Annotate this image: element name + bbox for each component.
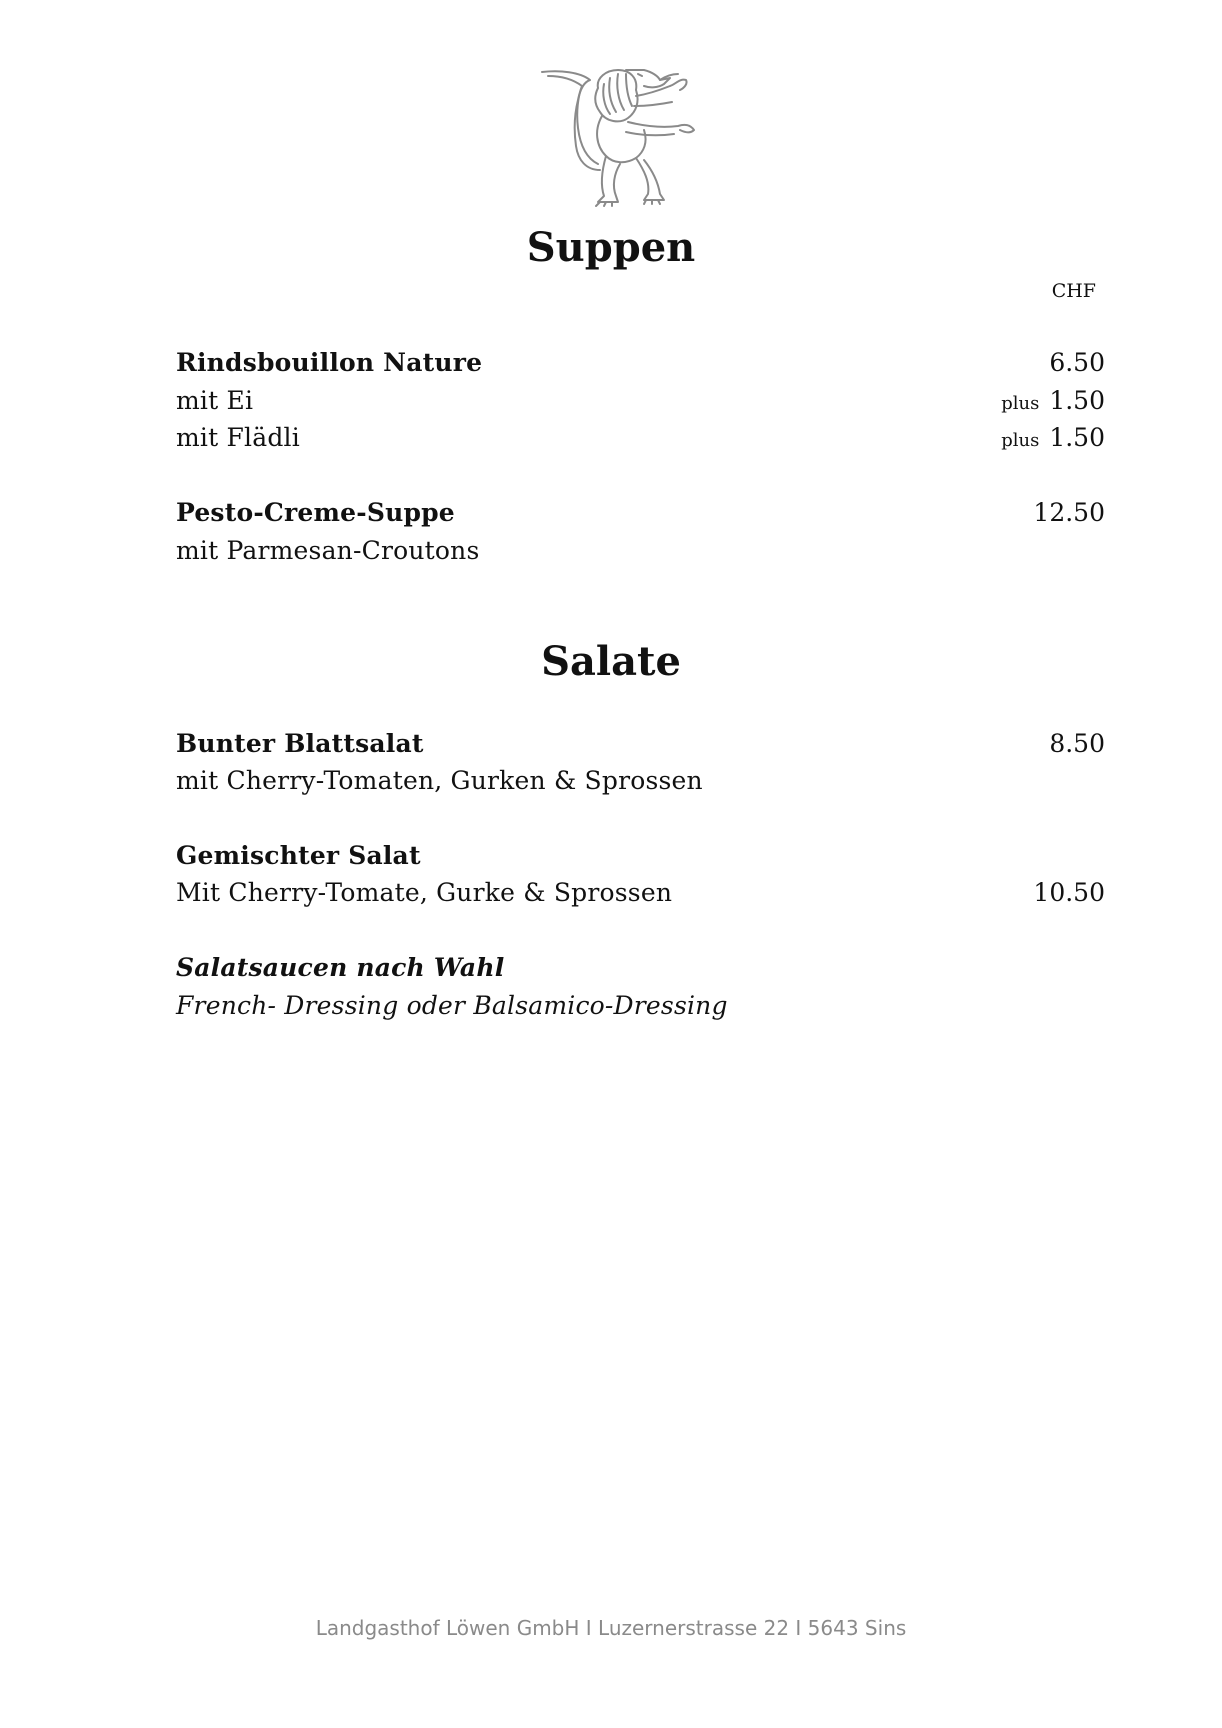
item-price: 10.50 <box>1033 878 1105 907</box>
rampant-lion-icon <box>540 66 720 220</box>
option-price-value: 1.50 <box>1049 423 1105 452</box>
option-price <box>1001 423 1105 452</box>
option-price-value: 1.50 <box>1049 386 1105 415</box>
item-price: 12.50 <box>1033 498 1105 527</box>
plus-prefix: plus <box>1001 393 1040 414</box>
item-name: Pesto-Creme-Suppe <box>176 498 455 527</box>
item-name: Bunter Blattsalat <box>176 729 424 758</box>
item-name: Rindsbouillon Nature <box>176 348 483 377</box>
item-price: 6.50 <box>1049 348 1105 377</box>
item-name: Gemischter Salat <box>176 841 421 870</box>
item-description: mit Cherry-Tomaten, Gurken & Sprossen <box>176 766 703 795</box>
section-title-salate: Salate <box>541 638 681 685</box>
plus-prefix: plus <box>1001 430 1040 451</box>
footer-address: Landgasthof Löwen GmbH I Luzernerstrasse 22 I 5643 Sins <box>315 1616 907 1640</box>
section-title-suppen: Suppen <box>526 224 696 271</box>
item-name: Salatsaucen nach Wahl <box>176 953 505 982</box>
option-price <box>1001 386 1105 415</box>
option-label: mit Flädli <box>176 423 300 452</box>
item-description: mit Parmesan-Croutons <box>176 536 480 565</box>
option-label: mit Ei <box>176 386 254 415</box>
item-description: Mit Cherry-Tomate, Gurke & Sprossen <box>176 878 673 907</box>
currency-label: CHF <box>1051 280 1096 302</box>
item-description: French- Dressing oder Balsamico-Dressing <box>176 991 728 1020</box>
item-price: 8.50 <box>1049 729 1105 758</box>
